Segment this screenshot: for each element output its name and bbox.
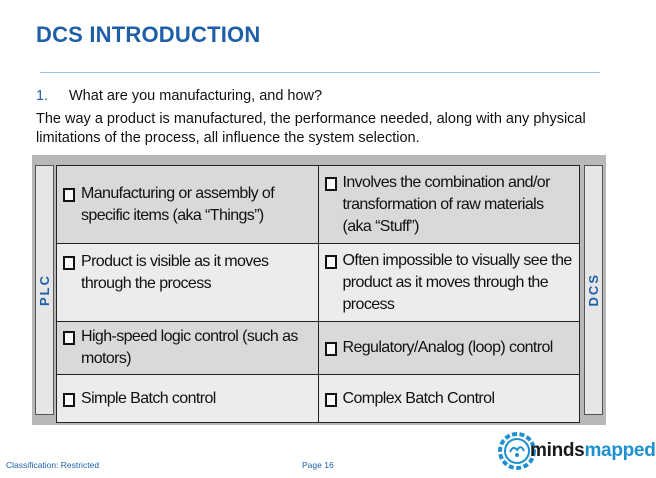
checkbox-bullet-icon [325, 393, 337, 407]
dcs-cell-text: Involves the combination and/or transformation of raw materials (aka “Stuff”) [342, 173, 550, 235]
dcs-cell [318, 322, 580, 375]
dcs-label: DCS [586, 273, 601, 307]
plc-cell [57, 244, 319, 322]
comparison-table [56, 165, 580, 423]
checkbox-bullet-icon [63, 331, 75, 345]
plc-dcs-comparison-image [32, 155, 606, 425]
point-number: 1. [36, 88, 49, 104]
body-paragraph: The way a product is manufactured, the performance needed, along with any physical limitations of the process, all influence the system selection. [36, 111, 586, 146]
plc-cell-text: Product is visible as it moves through the process [81, 252, 269, 292]
dcs-cell-text: Often impossible to visually see the product as it moves through the process [342, 251, 572, 313]
plc-cell [57, 166, 319, 244]
checkbox-bullet-icon [325, 255, 337, 269]
table-row [57, 244, 580, 322]
dcs-cell-text: Complex Batch Control [342, 389, 495, 407]
plc-cell [57, 375, 319, 423]
table-row [57, 166, 580, 244]
dcs-cell [318, 244, 580, 322]
point-text: What are you manufacturing, and how? [69, 88, 323, 104]
logo-text-minds: minds [530, 440, 585, 461]
logo-wordmark [530, 440, 656, 462]
slide-title: DCS INTRODUCTION [36, 22, 261, 47]
plc-cell-text: High-speed logic control (such as motors) [81, 328, 298, 367]
checkbox-bullet-icon [325, 177, 337, 191]
table-row [57, 375, 580, 423]
plc-cell-text: Simple Batch control [81, 389, 216, 407]
checkbox-bullet-icon [63, 393, 75, 407]
title-divider [40, 72, 600, 73]
dcs-cell [318, 375, 580, 423]
mindsmapped-logo [496, 430, 656, 472]
plc-side-label [35, 165, 54, 415]
page-number: Page 16 [302, 460, 334, 470]
dcs-side-label [584, 165, 603, 415]
checkbox-bullet-icon [325, 342, 337, 356]
plc-cell-text: Manufacturing or assembly of specific items (aka “Things”) [81, 184, 275, 224]
logo-text-mapped: mapped [584, 440, 656, 461]
plc-label: PLC [37, 274, 52, 306]
numbered-point [36, 88, 322, 104]
plc-cell [57, 322, 319, 375]
dcs-cell-text: Regulatory/Analog (loop) control [342, 339, 553, 356]
checkbox-bullet-icon [63, 188, 75, 202]
dcs-cell [318, 166, 580, 244]
classification-label: Classification: Restricted [6, 460, 100, 470]
checkbox-bullet-icon [63, 256, 75, 270]
table-row [57, 322, 580, 375]
